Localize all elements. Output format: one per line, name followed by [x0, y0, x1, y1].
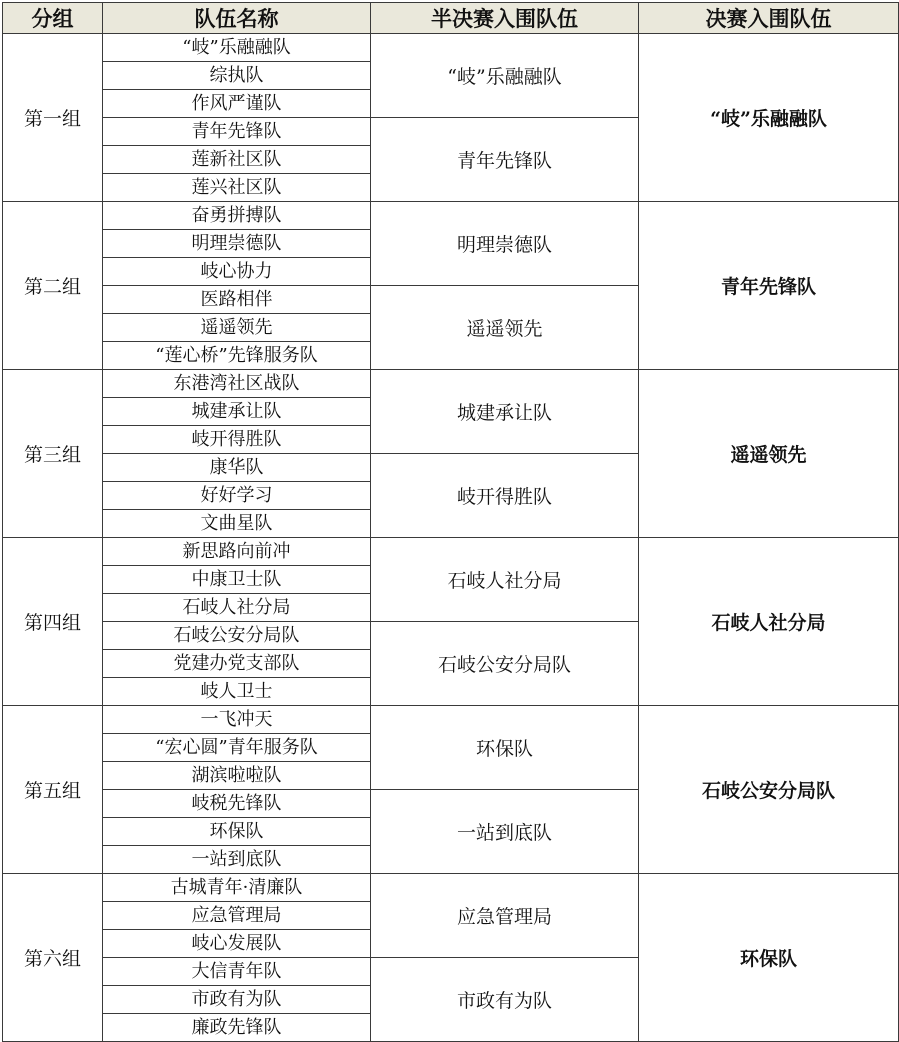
- team-name-cell: 明理崇德队: [103, 230, 371, 258]
- team-name-cell: 综执队: [103, 62, 371, 90]
- header-group: 分组: [3, 3, 103, 34]
- semifinalist-cell: 一站到底队: [371, 790, 639, 874]
- team-name-cell: 康华队: [103, 454, 371, 482]
- table-row: [3, 34, 899, 62]
- team-name-cell: 城建承让队: [103, 398, 371, 426]
- team-name-cell: 岐税先锋队: [103, 790, 371, 818]
- semifinalist-cell: 石岐人社分局: [371, 538, 639, 622]
- team-name-cell: 一飞冲天: [103, 706, 371, 734]
- header-final: 决赛入围队伍: [639, 3, 899, 34]
- group-name-cell: 第二组: [3, 202, 103, 370]
- team-name-cell: 好好学习: [103, 482, 371, 510]
- finalist-cell: 遥遥领先: [639, 370, 899, 538]
- team-name-cell: 应急管理局: [103, 902, 371, 930]
- group-name-cell: 第六组: [3, 874, 103, 1042]
- table-row: [3, 370, 899, 398]
- semifinalist-cell: 应急管理局: [371, 874, 639, 958]
- table-row: [3, 538, 899, 566]
- team-name-cell: 作风严谨队: [103, 90, 371, 118]
- team-name-cell: 东港湾社区战队: [103, 370, 371, 398]
- team-name-cell: 石岐公安分局队: [103, 622, 371, 650]
- team-name-cell: 莲新社区队: [103, 146, 371, 174]
- table-body: [3, 34, 899, 1042]
- semifinalist-cell: 市政有为队: [371, 958, 639, 1042]
- group-name-cell: 第五组: [3, 706, 103, 874]
- semifinalist-cell: 岐开得胜队: [371, 454, 639, 538]
- team-name-cell: 岐开得胜队: [103, 426, 371, 454]
- team-name-cell: 遥遥领先: [103, 314, 371, 342]
- semifinalist-cell: 明理崇德队: [371, 202, 639, 286]
- team-name-cell: 党建办党支部队: [103, 650, 371, 678]
- team-name-cell: 大信青年队: [103, 958, 371, 986]
- team-name-cell: “莲心桥”先锋服务队: [103, 342, 371, 370]
- header-team-name: 队伍名称: [103, 3, 371, 34]
- header-semifinal: 半决赛入围队伍: [371, 3, 639, 34]
- finalist-cell: 石岐公安分局队: [639, 706, 899, 874]
- table-row: [3, 706, 899, 734]
- finalist-cell: 环保队: [639, 874, 899, 1042]
- team-name-cell: 石岐人社分局: [103, 594, 371, 622]
- team-name-cell: 一站到底队: [103, 846, 371, 874]
- semifinalist-cell: 遥遥领先: [371, 286, 639, 370]
- team-name-cell: 中康卫士队: [103, 566, 371, 594]
- team-name-cell: 医路相伴: [103, 286, 371, 314]
- team-name-cell: 环保队: [103, 818, 371, 846]
- team-name-cell: 古城青年·清廉队: [103, 874, 371, 902]
- team-name-cell: “岐”乐融融队: [103, 34, 371, 62]
- finalist-cell: 石岐人社分局: [639, 538, 899, 706]
- group-name-cell: 第四组: [3, 538, 103, 706]
- semifinalist-cell: 城建承让队: [371, 370, 639, 454]
- semifinalist-cell: “岐”乐融融队: [371, 34, 639, 118]
- finalist-cell: “岐”乐融融队: [639, 34, 899, 202]
- semifinalist-cell: 青年先锋队: [371, 118, 639, 202]
- team-name-cell: “宏心圆”青年服务队: [103, 734, 371, 762]
- team-name-cell: 青年先锋队: [103, 118, 371, 146]
- team-name-cell: 新思路向前冲: [103, 538, 371, 566]
- group-name-cell: 第一组: [3, 34, 103, 202]
- team-name-cell: 文曲星队: [103, 510, 371, 538]
- semifinalist-cell: 环保队: [371, 706, 639, 790]
- results-table: [2, 2, 899, 1042]
- team-name-cell: 湖滨啦啦队: [103, 762, 371, 790]
- table-row: [3, 874, 899, 902]
- team-name-cell: 岐心协力: [103, 258, 371, 286]
- team-name-cell: 莲兴社区队: [103, 174, 371, 202]
- team-name-cell: 岐心发展队: [103, 930, 371, 958]
- table-row: [3, 202, 899, 230]
- team-name-cell: 廉政先锋队: [103, 1014, 371, 1042]
- header-row: [3, 3, 899, 34]
- team-name-cell: 市政有为队: [103, 986, 371, 1014]
- group-name-cell: 第三组: [3, 370, 103, 538]
- semifinalist-cell: 石岐公安分局队: [371, 622, 639, 706]
- team-name-cell: 岐人卫士: [103, 678, 371, 706]
- team-name-cell: 奋勇拼搏队: [103, 202, 371, 230]
- finalist-cell: 青年先锋队: [639, 202, 899, 370]
